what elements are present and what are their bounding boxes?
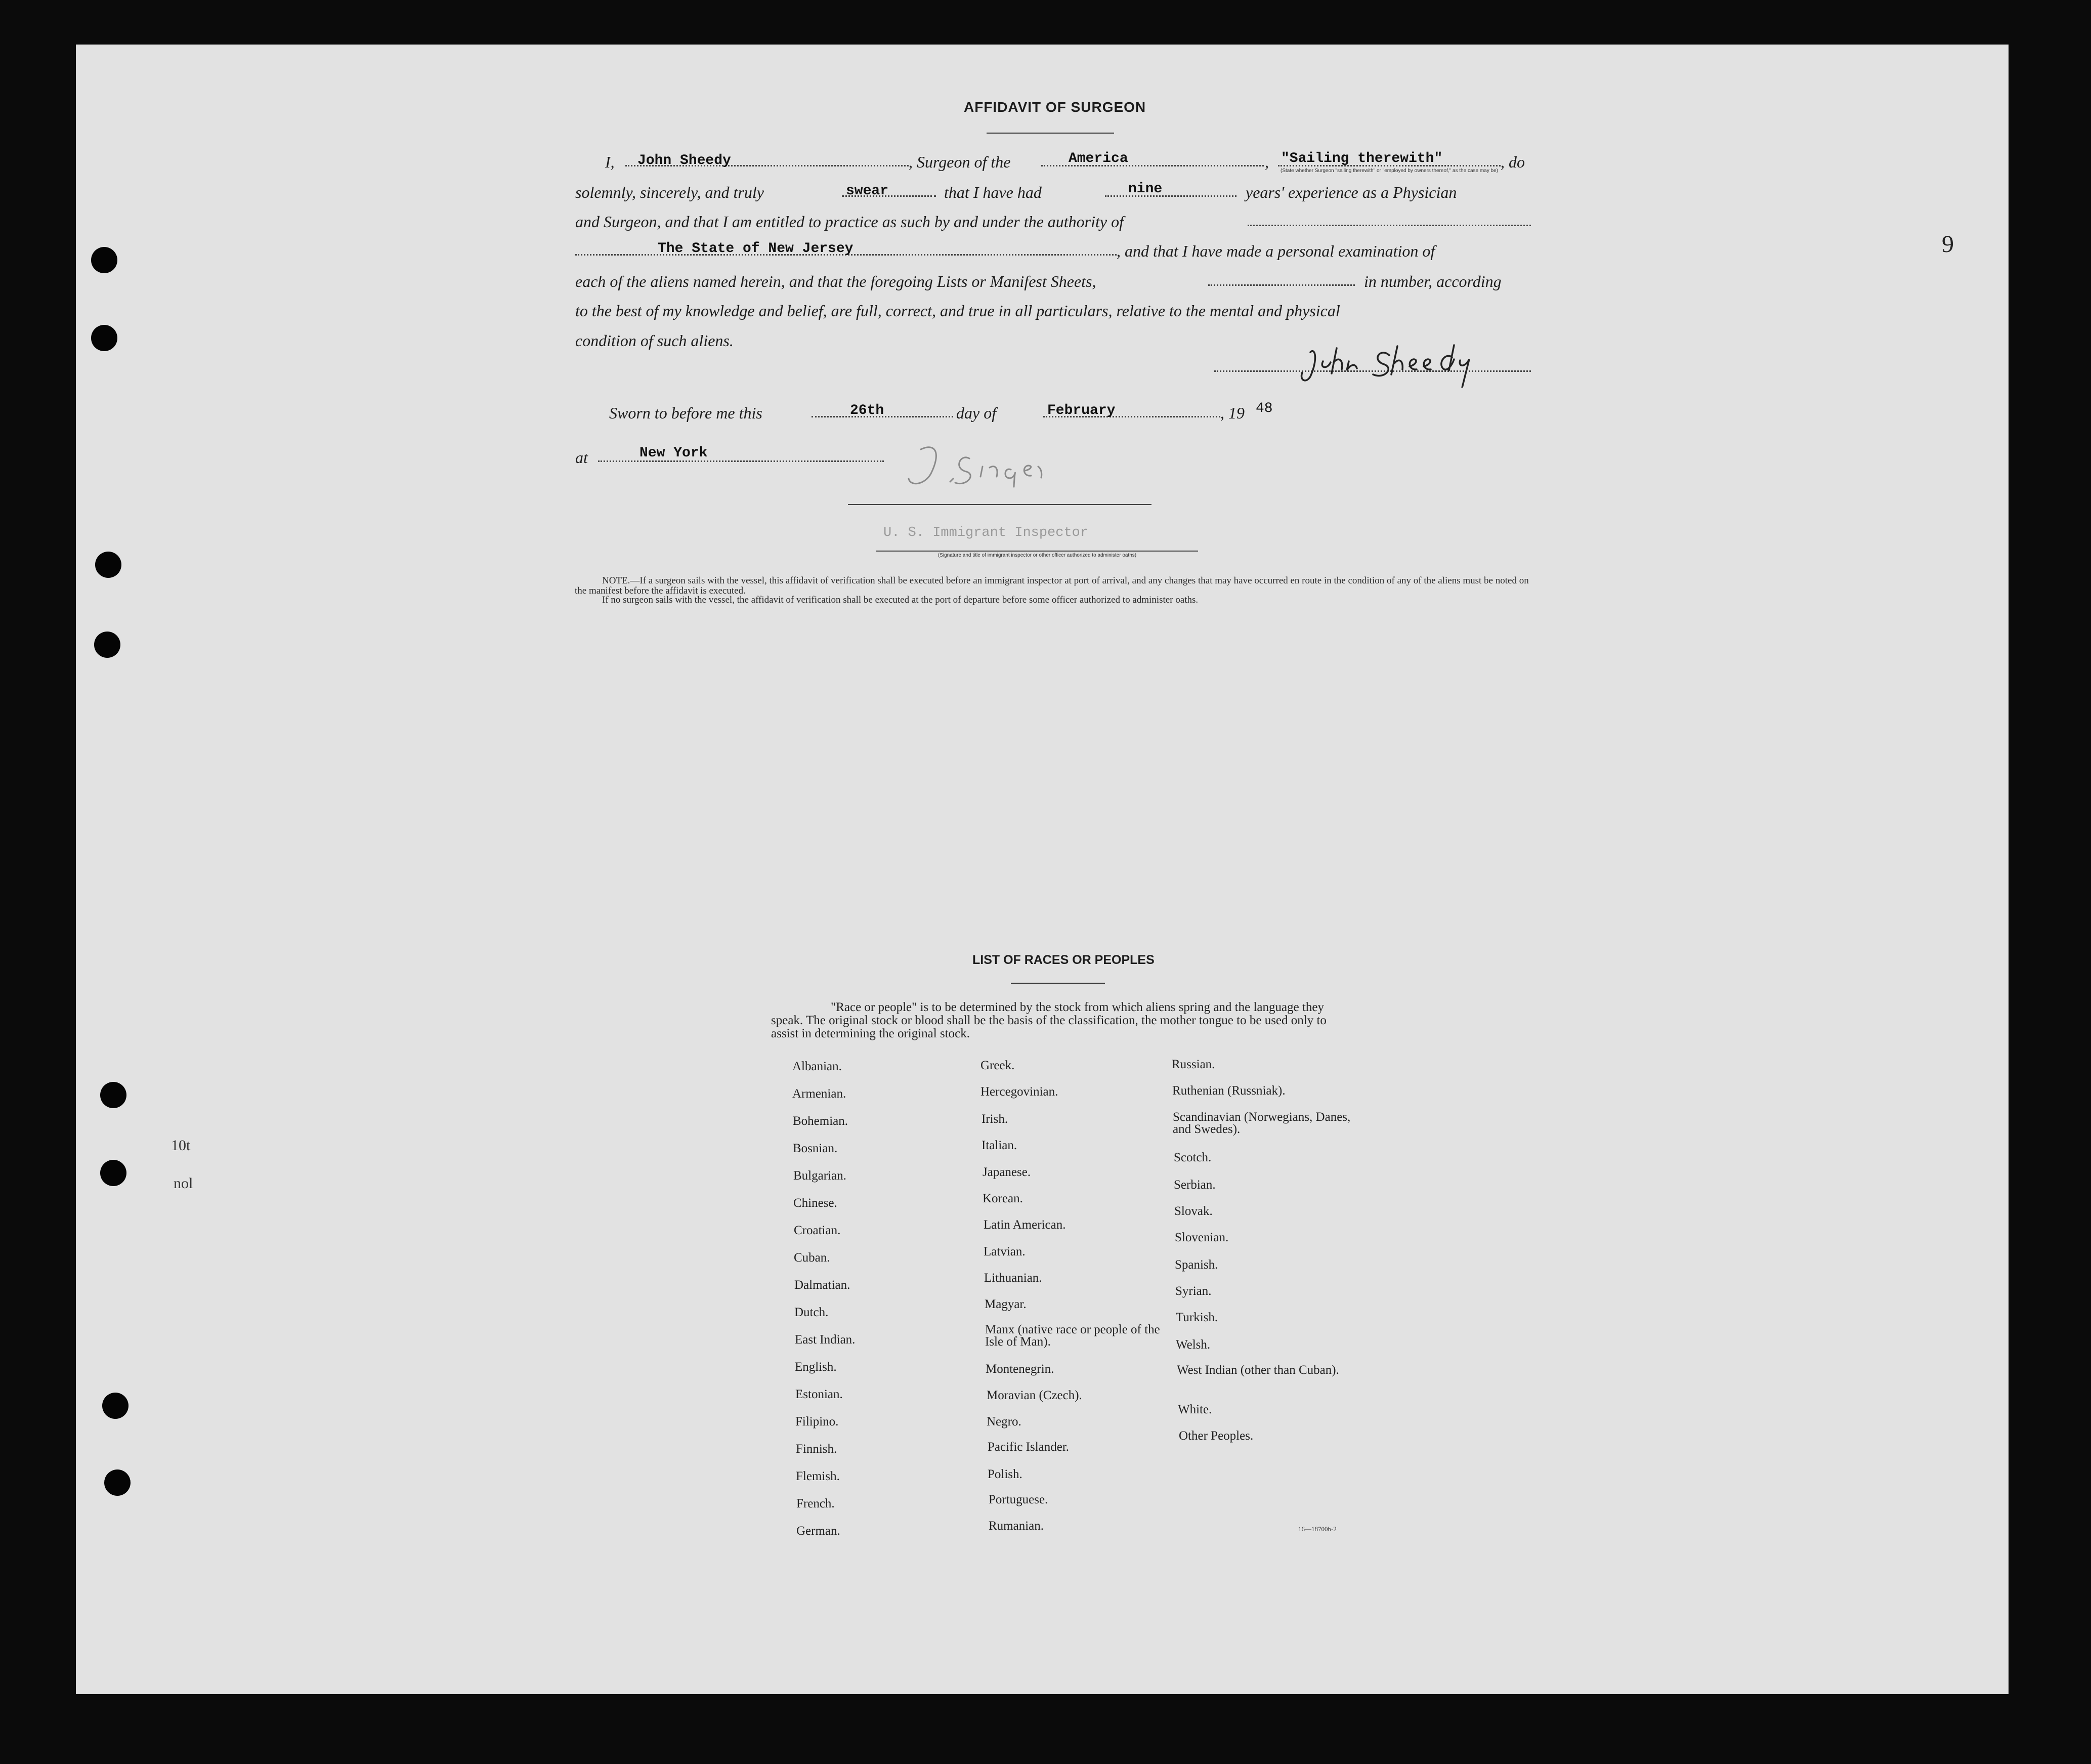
race-item: Filipino.	[795, 1415, 839, 1429]
binder-hole	[91, 247, 117, 273]
race-item: Welsh.	[1176, 1338, 1211, 1352]
affidavit-line-1d: , do	[1501, 153, 1525, 171]
race-item: Bulgarian.	[793, 1169, 846, 1183]
race-item: East Indian.	[795, 1333, 856, 1347]
race-item: Dutch.	[794, 1306, 829, 1319]
years-blank	[1105, 195, 1236, 197]
race-item: French.	[796, 1497, 835, 1510]
authority-blank-top	[1248, 225, 1531, 226]
race-item: Pacific Islander.	[988, 1440, 1070, 1454]
race-item: Estonian.	[795, 1388, 843, 1401]
race-item: Ruthenian (Russniak).	[1172, 1084, 1286, 1098]
race-item: Bosnian.	[793, 1142, 838, 1155]
race-item: Magyar.	[985, 1297, 1027, 1311]
surgeon-name: John Sheedy	[637, 153, 731, 169]
licensing-authority: The State of New Jersey	[658, 241, 854, 257]
note-no-surgeon: If no surgeon sails with the vessel, the affidavit of verification shall be executed at the port of departure before some officer authorized to administer oaths.	[602, 595, 1199, 605]
sworn-label: Sworn to before me this	[609, 404, 762, 422]
binder-hole	[100, 1160, 126, 1186]
race-item: Dalmatian.	[794, 1278, 850, 1292]
note-surgeon-sails: NOTE.—If a surgeon sails with the vessel, this affidavit of verification shall be executed before an immigrant inspector at port of arrival, and any changes that may have occurred en route in the condition of any of the aliens must be noted on the manifest before the affidavit is executed.	[575, 575, 1529, 596]
race-item: Negro.	[987, 1415, 1021, 1429]
sworn-year: 48	[1256, 401, 1273, 416]
races-intro: "Race or people" is to be determined by the stock from which aliens spring and the language they speak. The original stock or blood shall be the basis of the classification, the mother tongue to be used only to assist in determining the original stock.	[771, 1000, 1327, 1040]
race-item: Manx (native race or people of the Isle of Man).	[985, 1323, 1160, 1349]
surgeon-signature	[1295, 337, 1513, 388]
status-hint: (State whether Surgeon "sailing therewith" or "employed by owners thereof," as the case may be)	[1281, 168, 1498, 174]
affidavit-line-6: to the best of my knowledge and belief, are full, correct, and true in all particulars, relative to the mental and physical	[575, 302, 1340, 320]
affidavit-line-1c: ,	[1265, 153, 1269, 171]
binder-hole	[102, 1393, 129, 1419]
race-item: Cuban.	[794, 1251, 830, 1265]
sheet-count-blank	[1208, 284, 1355, 286]
race-item: Slovenian.	[1175, 1231, 1229, 1244]
binder-hole	[104, 1469, 131, 1496]
affidavit-line-4: , and that I have made a personal examination of	[1117, 242, 1435, 260]
affidavit-line-2: solemnly, sincerely, and truly	[575, 183, 764, 201]
vessel-name: America	[1069, 151, 1128, 166]
sworn-day-of: day of	[956, 404, 997, 422]
margin-mark: 10t	[171, 1137, 191, 1154]
sworn-day: 26th	[850, 403, 884, 418]
race-item: Syrian.	[1175, 1284, 1212, 1298]
race-item: Spanish.	[1175, 1258, 1218, 1272]
officer-title-stamp: U. S. Immigrant Inspector	[883, 525, 1089, 540]
race-item: Albanian.	[792, 1060, 842, 1073]
race-item: Other Peoples.	[1179, 1429, 1254, 1443]
affidavit-line-2b: that I have had	[944, 183, 1042, 201]
page-number: 9	[1942, 231, 1954, 258]
race-item: Croatian.	[794, 1224, 841, 1237]
race-item: Bohemian.	[793, 1114, 848, 1128]
race-item: Chinese.	[793, 1196, 837, 1210]
race-item: Portuguese.	[989, 1493, 1048, 1506]
race-item: Hercegovinian.	[980, 1085, 1058, 1099]
officer-title-rule	[876, 551, 1198, 552]
race-item: Rumanian.	[989, 1519, 1044, 1533]
affidavit-line-1b: , Surgeon of the	[909, 153, 1011, 171]
affidavit-line-7: condition of such aliens.	[575, 331, 734, 350]
officer-signature	[901, 438, 1052, 494]
officer-caption: (Signature and title of immigrant inspector or other officer authorized to administer oaths)	[937, 553, 1137, 558]
affidavit-title: AFFIDAVIT OF SURGEON	[964, 99, 1146, 115]
race-item: Montenegrin.	[986, 1362, 1054, 1376]
race-item: White.	[1178, 1403, 1212, 1416]
race-item: Moravian (Czech).	[987, 1389, 1082, 1402]
form-number: 16—18700b-2	[1298, 1525, 1337, 1533]
race-item: Latin American.	[984, 1218, 1066, 1232]
margin-mark: nol	[174, 1175, 193, 1192]
affidavit-line-3: and Surgeon, and that I am entitled to practice as such by and under the authority of	[575, 213, 1124, 231]
race-item: West Indian (other than Cuban).	[1177, 1363, 1339, 1377]
place-label: at	[575, 448, 588, 467]
race-item: Lithuanian.	[984, 1271, 1042, 1285]
race-item: Irish.	[982, 1112, 1008, 1126]
race-item: English.	[795, 1360, 837, 1374]
affidavit-line-5: each of the aliens named herein, and that the foregoing Lists or Manifest Sheets,	[575, 272, 1096, 290]
race-item: Italian.	[982, 1139, 1017, 1152]
binder-hole	[91, 325, 117, 351]
race-item: Flemish.	[796, 1469, 840, 1483]
races-title: LIST OF RACES OR PEOPLES	[972, 953, 1155, 967]
race-item: Serbian.	[1174, 1178, 1216, 1192]
race-item: Scotch.	[1174, 1151, 1212, 1164]
race-item: Korean.	[983, 1192, 1023, 1205]
binder-hole	[100, 1082, 126, 1108]
surgeon-status: "Sailing therewith"	[1281, 151, 1443, 166]
race-item: Finnish.	[796, 1442, 837, 1456]
race-item: German.	[796, 1524, 840, 1538]
place-name: New York	[639, 445, 708, 461]
years-experience: nine	[1128, 181, 1163, 197]
race-item: Latvian.	[984, 1245, 1026, 1258]
race-item: Russian.	[1172, 1058, 1215, 1071]
race-item: Turkish.	[1176, 1311, 1218, 1324]
sworn-month: February	[1047, 403, 1116, 418]
race-item: Japanese.	[983, 1165, 1031, 1179]
affidavit-line-1: I,	[605, 153, 615, 171]
race-item: Greek.	[980, 1059, 1015, 1072]
sworn-year-prefix: , 19	[1220, 404, 1245, 422]
officer-signature-line	[848, 504, 1151, 505]
binder-hole	[95, 552, 121, 578]
oath-word: swear	[846, 183, 889, 199]
races-title-rule	[1011, 983, 1105, 984]
race-item: Scandinavian (Norwegians, Danes, and Swedes).	[1173, 1110, 1351, 1136]
binder-hole	[94, 632, 120, 658]
race-item: Slovak.	[1174, 1204, 1213, 1218]
race-item: Polish.	[988, 1467, 1022, 1481]
title-rule	[987, 133, 1114, 134]
race-item: Armenian.	[792, 1087, 846, 1101]
affidavit-line-5b: in number, according	[1364, 272, 1502, 290]
affidavit-line-2c: years' experience as a Physician	[1246, 183, 1457, 201]
